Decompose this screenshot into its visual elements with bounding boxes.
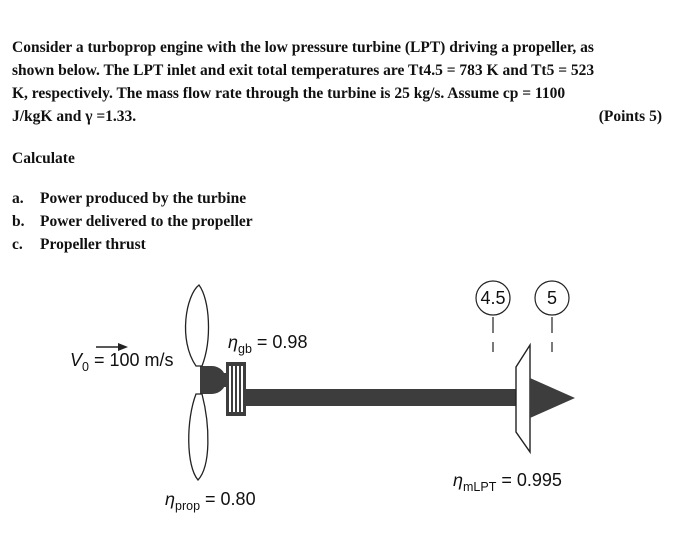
- eta-prop-subscript: prop: [175, 499, 201, 513]
- eta-prop-symbol: η: [165, 489, 175, 509]
- eta-prop-label: [165, 489, 256, 513]
- points-label: (Points 5): [598, 108, 662, 125]
- velocity-value: = 100 m/s: [88, 350, 174, 370]
- eta-mlpt-value: = 0.995: [496, 470, 562, 490]
- problem-line-4-text: J/kgK and γ =1.33.: [12, 108, 137, 125]
- question-text: Power delivered to the propeller: [40, 213, 253, 230]
- question-text: Power produced by the turbine: [40, 190, 247, 207]
- exhaust-cone: [530, 378, 575, 418]
- eta-gb-label: [228, 332, 307, 356]
- propeller-blade-upper: [186, 285, 209, 366]
- problem-line-3: K, respectively. The mass flow rate through the turbine is 25 kg/s. Assume cp = 1100: [12, 85, 566, 102]
- eta-mlpt-subscript: mLPT: [463, 480, 497, 494]
- eta-gb-subscript: gb: [238, 342, 252, 356]
- station-4-5-label: 4.5: [480, 288, 506, 308]
- eta-mlpt-symbol: η: [453, 470, 463, 490]
- velocity-subscript: 0: [82, 360, 89, 374]
- shaft: [240, 389, 540, 406]
- question-text: Propeller thrust: [40, 236, 146, 253]
- problem-line-2: shown below. The LPT inlet and exit total temperatures are Tt4.5 = 783 K and Tt5 = 523: [12, 62, 595, 79]
- question-letter: b.: [12, 213, 25, 230]
- problem-line-1: Consider a turboprop engine with the low pressure turbine (LPT) driving a propeller, as: [12, 39, 594, 56]
- propeller-blade-lower: [189, 394, 208, 480]
- eta-prop-value: = 0.80: [200, 489, 256, 509]
- calculate-heading: Calculate: [12, 150, 75, 167]
- question-letter: a.: [12, 190, 24, 207]
- eta-gb-value: = 0.98: [251, 332, 308, 352]
- hub-connector: [212, 373, 226, 387]
- velocity-label: [70, 350, 174, 374]
- question-letter: c.: [12, 236, 23, 253]
- eta-gb-symbol: η: [228, 332, 238, 352]
- eta-mlpt-label: [453, 470, 562, 494]
- station-5-label: 5: [546, 288, 558, 308]
- lpt-turbine: [516, 345, 530, 452]
- velocity-symbol: V: [70, 350, 83, 370]
